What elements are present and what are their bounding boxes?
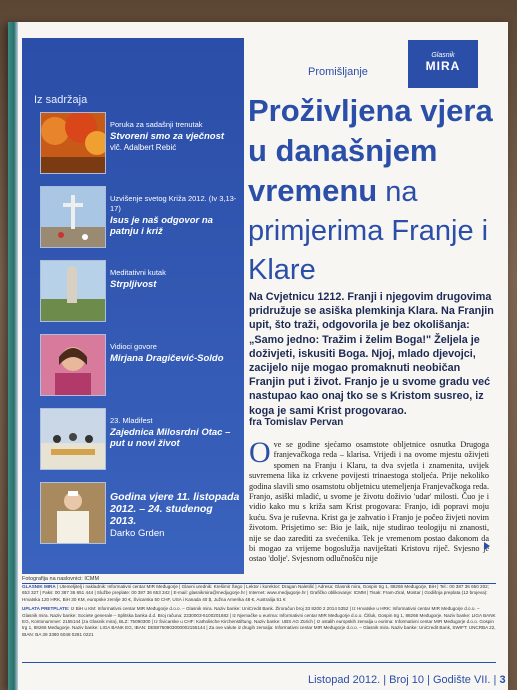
contents-sidebar bbox=[22, 38, 244, 574]
toc-kicker: 23. Mladifest bbox=[110, 416, 153, 425]
article-headline bbox=[248, 94, 498, 292]
footer-issue: Listopad 2012. bbox=[308, 674, 381, 686]
toc-title: Godina vjere 11. listopada 2012. – 24. studenog 2013. bbox=[110, 491, 240, 527]
footer-number: Broj 10 bbox=[389, 674, 425, 686]
dropcap: O bbox=[249, 436, 271, 469]
toc-kicker: Vidioci govore bbox=[110, 342, 157, 351]
toc-title: Zajednica Milosrdni Otac – put u novi život bbox=[110, 427, 231, 449]
headline-bold: Proživljena vjera u današnjem vremenu bbox=[248, 93, 493, 208]
imprint-label: GLASNIK MIRA bbox=[22, 584, 56, 589]
magazine-page bbox=[8, 22, 508, 690]
toc-title: Stvoreni smo za vječnost bbox=[110, 131, 225, 142]
divider bbox=[22, 662, 496, 663]
toc-item[interactable] bbox=[40, 260, 240, 328]
portrait-image bbox=[40, 334, 106, 396]
toc-item[interactable] bbox=[40, 408, 240, 476]
article-byline: fra Tomislav Pervan bbox=[249, 417, 344, 428]
toc-title: Strpljivost bbox=[110, 279, 157, 290]
imprint-text: | Utemeljitelj i nakladnik: Informativni centar MIR Međugorje | Glavni urednik: Krešimir Šego | Lektor i korektor: Dragan Naletilić | Adresa: Glasnik mira, Gospin trg 1, 88266 Međugorje, BiH | Tel.: 00 387 36 650 202; 653 327 | Faks: 00 387 36 651 444 | Službe preplate: 00 387 36 653 342 | E-mail: glasnikmira@medjugorje.hr | Internet: www.medjugorje.hr | Grafičko oblikovanje: ICMM | Tisak: Fram-Ziral, Mostar | Godišnja preplata (12 brojeva): Hrvatska 120 HRK, BiH 30 KM, europske zemlje 30 €, Švicarska 50 CHF, USA i Kanada 40 $, Južna Amerika 48 €, Australija 51 € bbox=[22, 584, 489, 602]
toc-item[interactable] bbox=[40, 482, 240, 550]
article-body bbox=[249, 436, 489, 565]
imprint bbox=[22, 584, 496, 638]
payment-label: UPLATA PRETPLATE: bbox=[22, 606, 70, 612]
logo-main-text: MIRA bbox=[425, 59, 461, 73]
sidebar-title: Iz sadržaja bbox=[34, 94, 88, 106]
pope-image bbox=[40, 482, 106, 544]
festival-stage-image bbox=[40, 408, 106, 470]
cross-hill-image bbox=[40, 186, 106, 248]
toc-author: Darko Grden bbox=[110, 528, 165, 539]
article-body-text: ve se godine sjećamo osamstote obljetnice osnutka Drugoga franjevačkoga reda – klarisa. Vrijedi i na ovome mjestu oživjeti spomen na Franju i Klaru, ta dva svjetla i znamenita, uvijek suvremena lika iz crkvene povijesti trinaestoga stoljeća. Prije nekoliko godina slavili smo osamstotu obljetnicu utemeljenja Franjevačkoga reda. Franjo, asiški mladić, u svome je životu doživio 'udar' milosti. Čuo je i vidio kako mu s križa sam Krist progovara: Franjo, idi popravi moju kuću. Sva je ruševna. Krist ga je zahvatio i Franjo je počeo živjeti novim životom. Prisjetimo se: Bio je laik, nije studirao teologiju ni znanosti, nije se dao zarediti za svećenika. Tek je vremenom postao đakonom da bi mogao za vrijeme bogoslužja naviještati Kristovu riječ. Svjesno je ostao 'dolje'. Svjesnom odlučnošću nije bbox=[249, 440, 489, 564]
toc-kicker: Uzvišenje svetog Križa 2012. (Iv 3,13-17) bbox=[110, 194, 237, 213]
binding-edge bbox=[8, 22, 18, 690]
footer-year: Godište VII. bbox=[433, 674, 491, 686]
magazine-logo bbox=[408, 40, 478, 88]
page-number: 3 bbox=[499, 674, 506, 686]
logo-small-text: Glasnik bbox=[431, 52, 455, 59]
toc-title: Mirjana Dragičević-Soldo bbox=[110, 353, 224, 364]
toc-author: vlč. Adalbert Rebić bbox=[110, 143, 177, 152]
toc-item[interactable] bbox=[40, 112, 240, 180]
headline-light: na primjerima Franje i Klare bbox=[248, 176, 489, 286]
photo-caption: Fotografija na naslovnici: ICMM bbox=[22, 576, 100, 582]
toc-kicker: Poruka za sadašnji trenutak bbox=[110, 120, 203, 129]
toc-kicker: Meditativni kutak bbox=[110, 268, 166, 277]
toc-item[interactable] bbox=[40, 186, 240, 254]
autumn-trees-image bbox=[40, 112, 106, 174]
payment-text: Iz BiH u KM: Informativni centar MIR Međugorje d.o.o. – Glasnik mira. Naziv banke: UniCredit Bank. Žiroračun broj 33 8200 2 2014 5352 | Iz Hrvatske u HRK: Informativni centar MIR Međugorje d.o.o. – Glasnik mira. Naziv banke: Societe generale – Splitska banka d.d. Broj računa: 2330003-5100201682 | Iz Njemačke u eurima: Informativni centar MIR Međugorje d.o.o. Čitluk, Gospin trg 1, 88266 Međugorje. Naziv banke: LIGA BANK EG, Kontonummer: 2155144 (za Glasnik mira), BLZ: 75090300 | Iz Švicarske u CHF: Katholische Kirchenstiftung. Naziv banke: UBS AG Zürich | Iz ostalih europskih zemalja u eurima: Informativni centar MIR Međugorje d.o.o. Gospin trg 1, 88266 Međugorje. Naziv banke: LIGA BANK EG, IBAN: DE88750903000002155144 | Za ove valute iz drugih zemalja: Informativni centar MIR Međugorje d.o.o. – Glasnik mira. Naziv banke: UniCredit Bank, SWIFT: UNCRBA 22, IBAN: BA 39 3380 6048 0281 0221 bbox=[22, 606, 496, 637]
page-footer: Listopad 2012. | Broj 10 | Godište VII. | 3 bbox=[308, 674, 506, 686]
article-lead: Na Cvjetnicu 1212. Franji i njegovim drugovima pridružuje se asiška plemkinja Klara. Na Franjin upit, što traži, odgovorila je bez okolišanja: „Samo jedno: Tražim i želim Boga!" Željela je doživjeti, iskusiti Boga. Njoj, mlado djevojci, zacijelo nije mogao promaknuti neobičan Franjin put i život. Franjo je u svome gradu već nastupao kao onaj tko se s Kristom susreo, iz koga je sami Krist progovarao. bbox=[249, 291, 494, 417]
statue-image bbox=[40, 260, 106, 322]
toc-title: Isus je naš odgovor na patnju i križ bbox=[110, 215, 213, 237]
section-label: Promišljanje bbox=[308, 66, 368, 78]
toc-item[interactable] bbox=[40, 334, 240, 402]
continue-arrow-icon bbox=[484, 542, 490, 550]
